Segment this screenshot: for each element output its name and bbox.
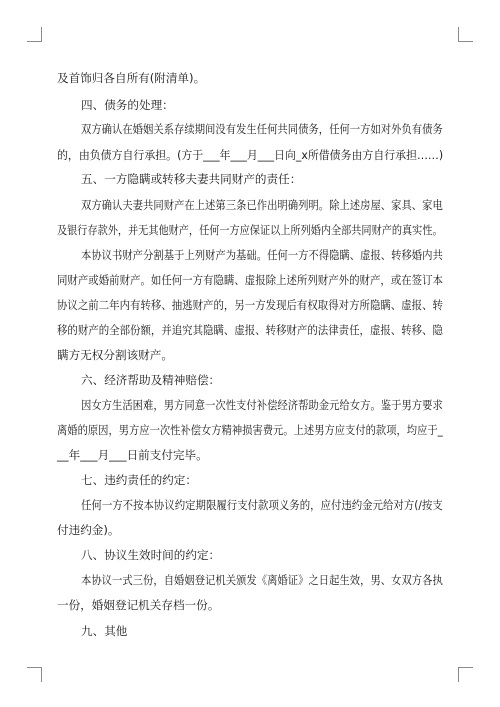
text-line: 因女方生活困难，男方同意一次性支付补偿经济帮助金元给女方。鉴于男方要求 [81, 398, 443, 412]
text-line: 瞒方无权分割该财产。 [57, 348, 173, 362]
text-line: 本协议一式三份，自婚姻登记机关颁发《离婚证》之日起生效，男、女双方各执 [81, 573, 443, 587]
text-line: __年___月___日前支付完毕。 [57, 448, 208, 462]
section-heading-effective-date: 八、协议生效时间的约定： [81, 548, 221, 562]
text-line: 一份，婚姻登记机关存档一份。 [57, 598, 220, 612]
text-line: 付违约金)。 [57, 523, 120, 537]
section-heading-concealment: 五、一方隐瞒或转移夫妻共同财产的责任： [81, 172, 302, 186]
section-heading-debts: 四、债务的处理： [81, 98, 174, 112]
document-page [57, 0, 443, 707]
text-line: 本协议书财产分割基于上列财产为基础。任何一方不得隐瞒、虚报、转移婚内共 [81, 248, 443, 262]
section-heading-other: 九、其他 [81, 624, 128, 638]
text-line: 及银行存款外，并无其他财产，任何一方应保证以上所列婚内全部共同财产的真实性。 [57, 223, 443, 237]
text-line: 同财产或婚前财产。如任何一方有隐瞒、虚报除上述所列财产外的财产，或在签订本 [57, 273, 443, 287]
text-line: 移的财产的全部份额，并追究其隐瞒、虚报、转移财产的法律责任，虚报、转移、隐 [57, 323, 443, 337]
text-line: 离婚的原因，男方应一次性补偿女方精神损害费元。上述男方应支付的款项，均应于_ [57, 423, 443, 437]
text-line: 任何一方不按本协议约定期限履行支付款项义务的，应付违约金元给对方(/按支 [81, 498, 443, 512]
section-heading-compensation: 六、经济帮助及精神赔偿： [81, 373, 221, 387]
text-line: 的，由负债方自行承担。(方于___年___月___日向_x所借债务由方自行承担……) [57, 148, 444, 162]
text-line: 双方确认在婚姻关系存续期间没有发生任何共同债务，任何一方如对外负有债务 [81, 122, 443, 136]
text-line: 协议之前二年内有转移、抽逃财产的，另一方发现后有权取得对方所隐瞒、虚报、转 [57, 298, 443, 312]
text-line: 及首饰归各自所有(附清单)。 [57, 71, 206, 85]
text-line: 双方确认夫妻共同财产在上述第三条已作出明确列明。除上述房屋、家具、家电 [81, 198, 443, 212]
section-heading-breach: 七、违约责任的约定： [81, 473, 197, 487]
